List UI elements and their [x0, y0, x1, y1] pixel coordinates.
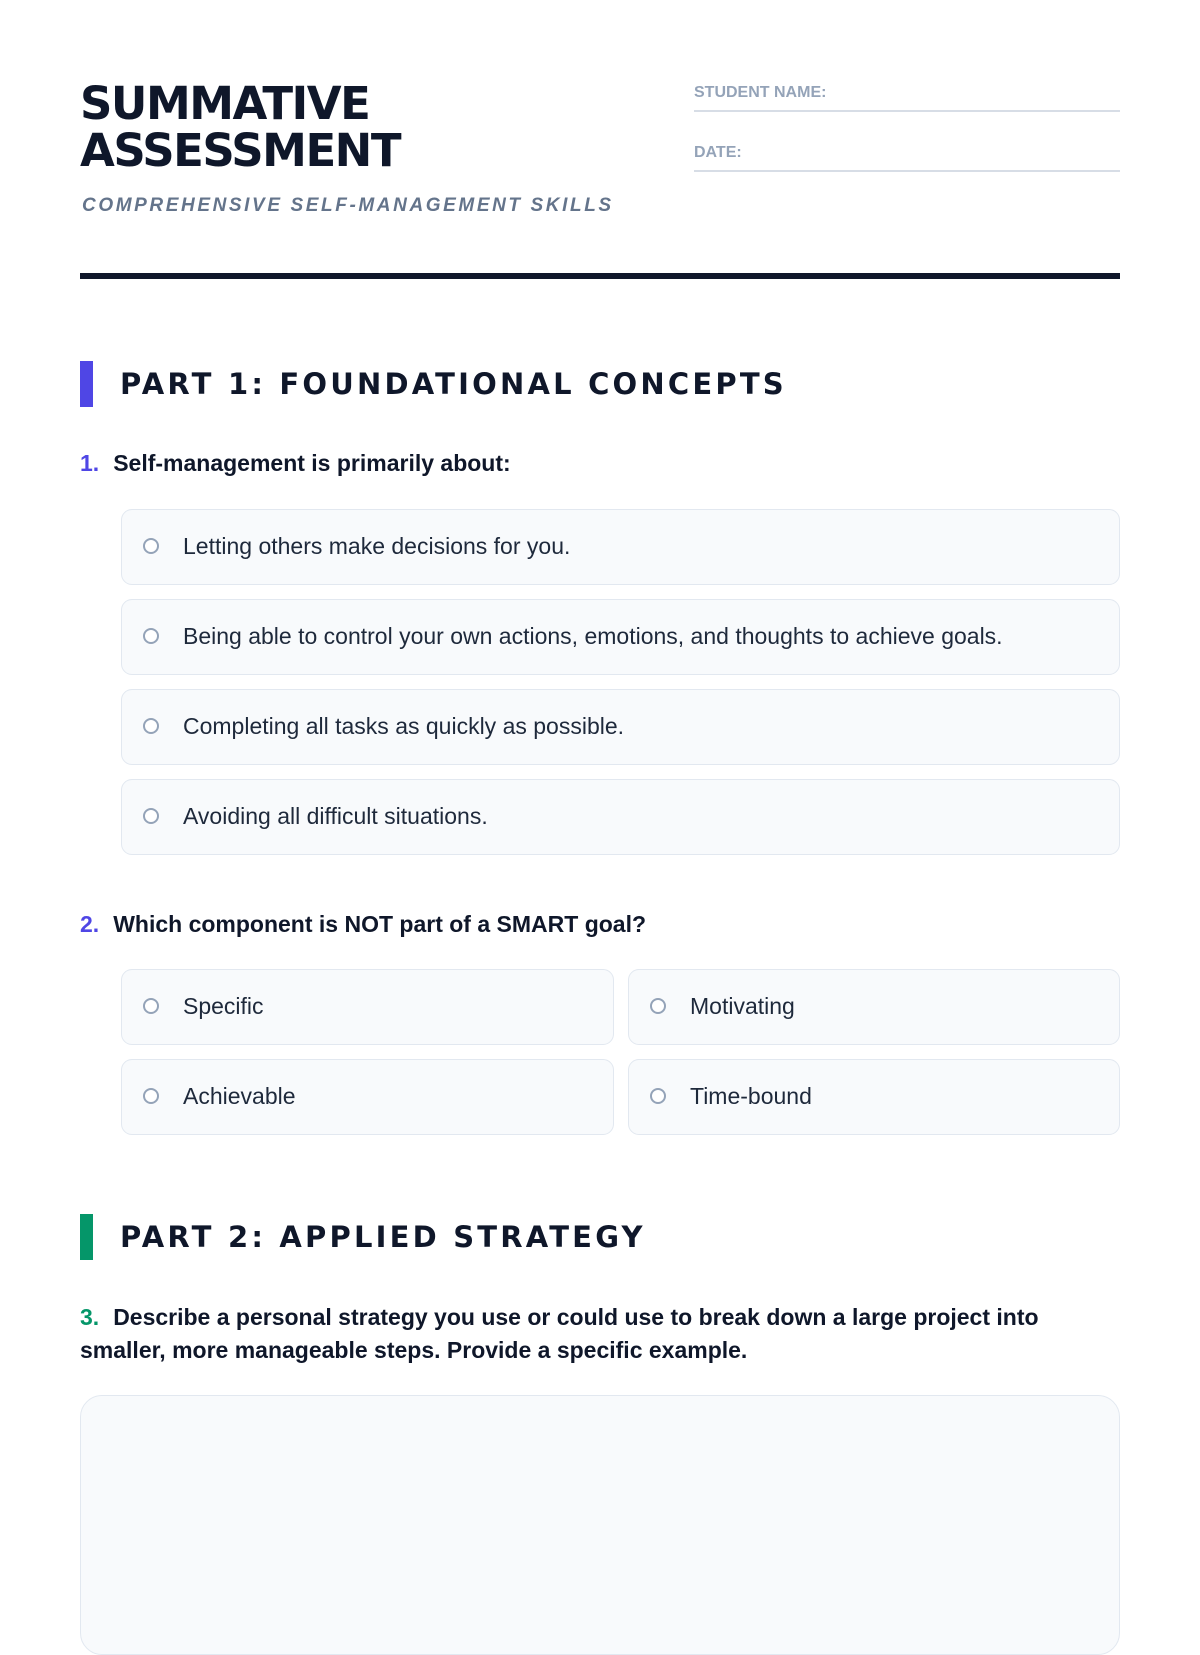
q2-option-time-bound[interactable]	[628, 1059, 1120, 1135]
radio-button[interactable]	[143, 628, 159, 644]
question-1-number: 1.	[80, 450, 100, 476]
question-2-number: 2.	[80, 911, 100, 937]
radio-button[interactable]	[143, 718, 159, 734]
q1-option-2-label: Being able to control your own actions, emotions, and thoughts to achieve goals.	[183, 623, 1003, 649]
q1-option-2[interactable]	[121, 599, 1120, 675]
radio-button[interactable]	[650, 998, 666, 1014]
radio-button[interactable]	[143, 808, 159, 824]
date-label: DATE:	[694, 144, 742, 161]
question-3-number: 3.	[80, 1304, 100, 1330]
part-2-accent-bar	[80, 1214, 93, 1260]
part-1-accent-bar	[80, 361, 93, 407]
student-name-field[interactable]	[694, 80, 1120, 112]
answer-textarea[interactable]	[80, 1395, 1120, 1655]
part-2-title: PART 2: APPLIED STRATEGY	[120, 1220, 646, 1254]
question-1	[80, 447, 1090, 480]
question-3-text: Describe a personal strategy you use or could use to break down a large project into smaller, more manageable steps. Provide a specific example.	[80, 1304, 1039, 1363]
q1-option-3[interactable]	[121, 689, 1120, 765]
radio-button[interactable]	[143, 1088, 159, 1104]
radio-button[interactable]	[143, 998, 159, 1014]
q2-option-motivating-label: Motivating	[690, 993, 795, 1019]
q2-option-motivating[interactable]	[628, 969, 1120, 1045]
q2-option-achievable[interactable]	[121, 1059, 614, 1135]
date-field[interactable]	[694, 140, 1120, 172]
q2-option-achievable-label: Achievable	[183, 1083, 296, 1109]
q2-option-specific-label: Specific	[183, 993, 264, 1019]
q2-option-specific[interactable]	[121, 969, 614, 1045]
q1-option-1[interactable]	[121, 509, 1120, 585]
question-2	[80, 908, 1090, 941]
radio-button[interactable]	[650, 1088, 666, 1104]
question-1-text: Self-management is primarily about:	[113, 450, 511, 476]
page-title	[80, 77, 401, 177]
q1-option-4-label: Avoiding all difficult situations.	[183, 803, 488, 829]
page-subtitle: COMPREHENSIVE SELF-MANAGEMENT SKILLS	[82, 195, 614, 216]
part-1-title: PART 1: FOUNDATIONAL CONCEPTS	[120, 367, 787, 401]
q1-option-3-label: Completing all tasks as quickly as possible.	[183, 713, 625, 739]
title-line-2: ASSESSMENT	[80, 124, 401, 177]
q1-option-4[interactable]	[121, 779, 1120, 855]
q1-option-1-label: Letting others make decisions for you.	[183, 533, 571, 559]
header-divider	[80, 273, 1120, 279]
question-3	[80, 1301, 1090, 1367]
title-line-1: SUMMATIVE	[80, 77, 370, 130]
student-name-label: STUDENT NAME:	[694, 84, 827, 101]
q2-option-time-bound-label: Time-bound	[690, 1083, 812, 1109]
radio-button[interactable]	[143, 538, 159, 554]
question-2-text: Which component is NOT part of a SMART goal?	[113, 911, 647, 937]
